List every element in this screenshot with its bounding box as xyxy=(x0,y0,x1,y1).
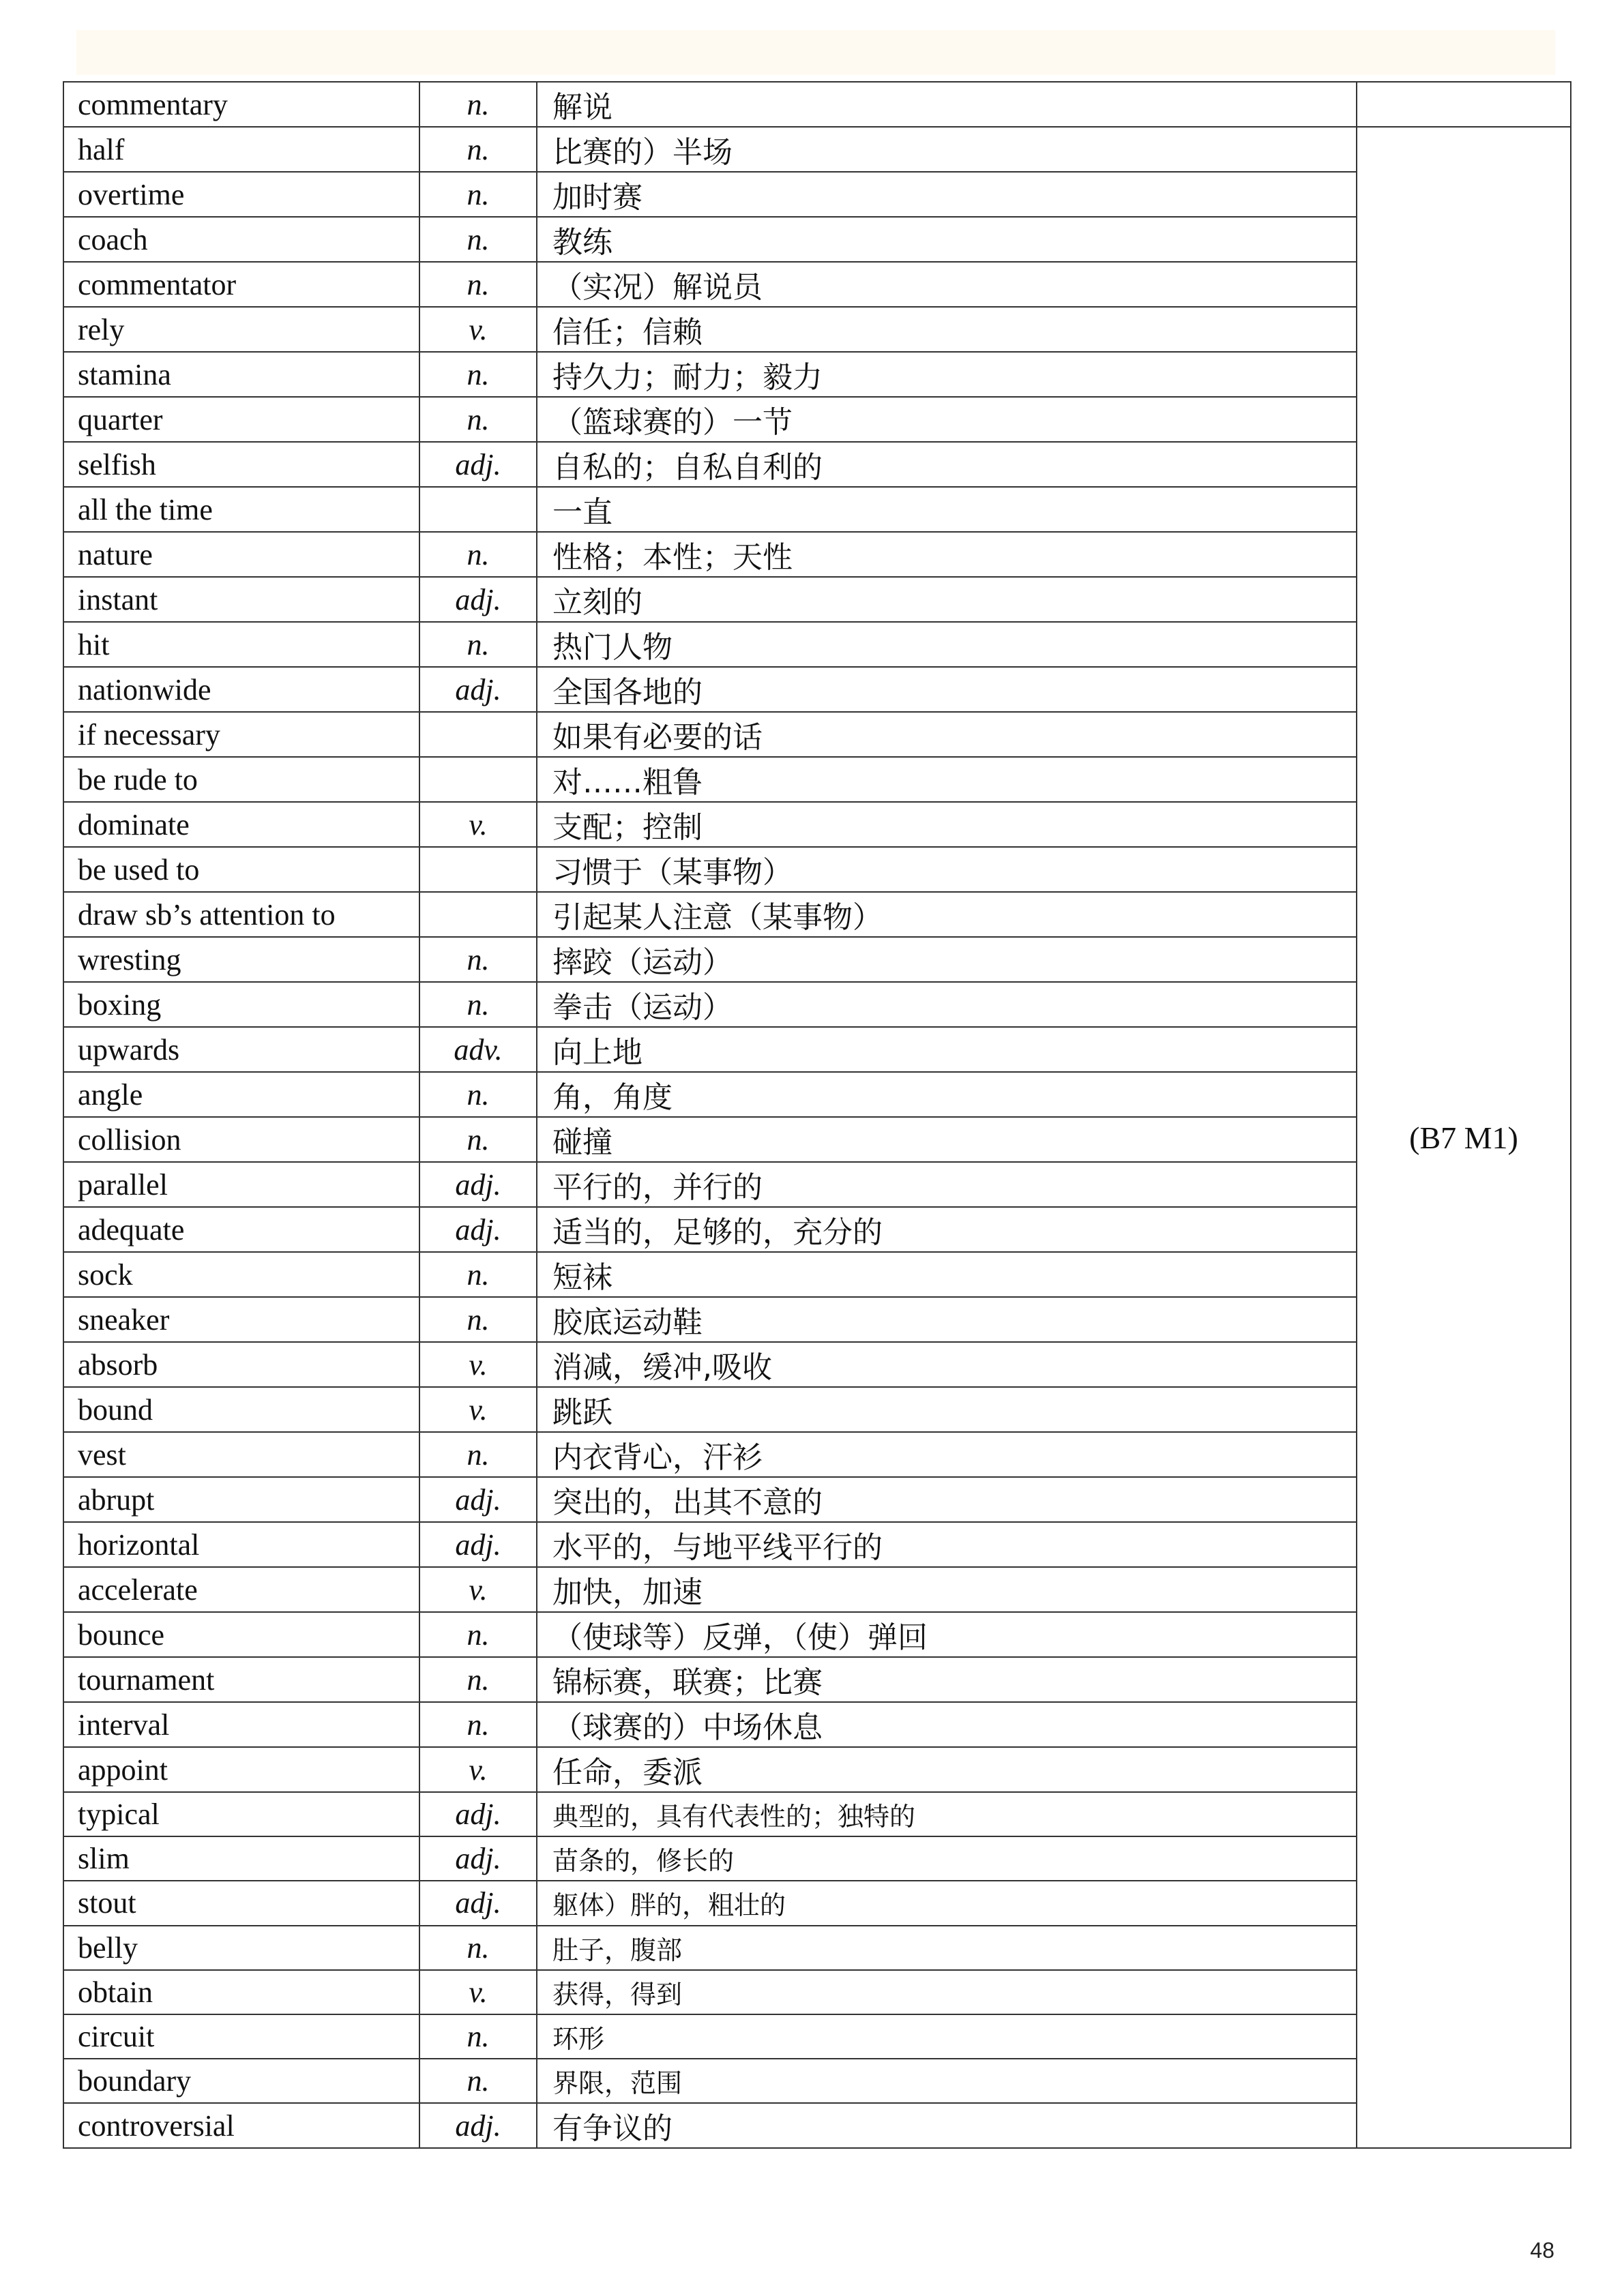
part-of-speech-cell: n. xyxy=(419,622,537,667)
unit-cell-empty xyxy=(1357,82,1571,127)
meaning-cell: 有争议的 xyxy=(537,2103,1357,2148)
table-row xyxy=(63,1792,1571,1836)
meaning-cell: 比赛的）半场 xyxy=(537,127,1357,172)
meaning-cell: 水平的，与地平线平行的 xyxy=(537,1522,1357,1567)
word-cell: commentary xyxy=(63,82,419,127)
part-of-speech-cell: n. xyxy=(419,937,537,982)
part-of-speech-cell: n. xyxy=(419,1657,537,1702)
table-row xyxy=(63,307,1571,352)
table-row xyxy=(63,1881,1571,1925)
word-cell: stout xyxy=(63,1881,419,1925)
part-of-speech-cell: n. xyxy=(419,1297,537,1342)
table-row xyxy=(63,1387,1571,1432)
part-of-speech-cell: n. xyxy=(419,2059,537,2103)
meaning-cell: （篮球赛的）一节 xyxy=(537,397,1357,442)
table-row xyxy=(63,712,1571,757)
meaning-cell: 如果有必要的话 xyxy=(537,712,1357,757)
part-of-speech-cell: n. xyxy=(419,532,537,577)
part-of-speech-cell xyxy=(419,892,537,937)
word-cell: vest xyxy=(63,1432,419,1477)
part-of-speech-cell: n. xyxy=(419,1117,537,1162)
word-cell: angle xyxy=(63,1072,419,1117)
word-cell: collision xyxy=(63,1117,419,1162)
meaning-cell: 肚子，腹部 xyxy=(537,1926,1357,1970)
meaning-cell: 持久力；耐力；毅力 xyxy=(537,352,1357,397)
meaning-cell: （球赛的）中场休息 xyxy=(537,1702,1357,1747)
word-cell: commentator xyxy=(63,262,419,307)
table-row xyxy=(63,1297,1571,1342)
part-of-speech-cell: n. xyxy=(419,1612,537,1657)
word-cell: selfish xyxy=(63,442,419,487)
table-row xyxy=(63,757,1571,802)
meaning-cell: 拳击（运动） xyxy=(537,982,1357,1027)
meaning-cell: 加时赛 xyxy=(537,172,1357,217)
vocabulary-table xyxy=(63,81,1571,2149)
word-cell: all the time xyxy=(63,487,419,532)
meaning-cell: 一直 xyxy=(537,487,1357,532)
meaning-cell: 向上地 xyxy=(537,1027,1357,1072)
table-row xyxy=(63,622,1571,667)
meaning-cell: 性格；本性；天性 xyxy=(537,532,1357,577)
meaning-cell: 引起某人注意（某事物） xyxy=(537,892,1357,937)
meaning-cell: 加快，加速 xyxy=(537,1567,1357,1612)
part-of-speech-cell: adj. xyxy=(419,667,537,712)
part-of-speech-cell: v. xyxy=(419,307,537,352)
meaning-cell: 胶底运动鞋 xyxy=(537,1297,1357,1342)
table-row xyxy=(63,127,1571,172)
word-cell: obtain xyxy=(63,1970,419,2014)
meaning-cell: 界限，范围 xyxy=(537,2059,1357,2103)
table-row xyxy=(63,262,1571,307)
table-row xyxy=(63,2103,1571,2148)
meaning-cell: 获得，得到 xyxy=(537,1970,1357,2014)
table-row xyxy=(63,487,1571,532)
word-cell: half xyxy=(63,127,419,172)
part-of-speech-cell: n. xyxy=(419,352,537,397)
meaning-cell: 自私的；自私自利的 xyxy=(537,442,1357,487)
part-of-speech-cell: n. xyxy=(419,982,537,1027)
part-of-speech-cell: adj. xyxy=(419,1162,537,1207)
vocabulary-table-body xyxy=(63,82,1571,2148)
part-of-speech-cell: adj. xyxy=(419,1792,537,1836)
meaning-cell: 平行的，并行的 xyxy=(537,1162,1357,1207)
word-cell: dominate xyxy=(63,802,419,847)
table-row xyxy=(63,577,1571,622)
meaning-cell: 支配；控制 xyxy=(537,802,1357,847)
table-row xyxy=(63,1207,1571,1252)
part-of-speech-cell: adj. xyxy=(419,577,537,622)
meaning-cell: 信任；信赖 xyxy=(537,307,1357,352)
table-row xyxy=(63,982,1571,1027)
word-cell: coach xyxy=(63,217,419,262)
part-of-speech-cell: n. xyxy=(419,397,537,442)
part-of-speech-cell: n. xyxy=(419,1432,537,1477)
meaning-cell: 适当的，足够的，充分的 xyxy=(537,1207,1357,1252)
part-of-speech-cell: v. xyxy=(419,1567,537,1612)
meaning-cell: 对……粗鲁 xyxy=(537,757,1357,802)
word-cell: instant xyxy=(63,577,419,622)
word-cell: circuit xyxy=(63,2014,419,2059)
word-cell: be rude to xyxy=(63,757,419,802)
table-row xyxy=(63,667,1571,712)
table-row xyxy=(63,1117,1571,1162)
meaning-cell: （实况）解说员 xyxy=(537,262,1357,307)
table-row xyxy=(63,82,1571,127)
table-row xyxy=(63,1747,1571,1792)
meaning-cell: 教练 xyxy=(537,217,1357,262)
part-of-speech-cell: n. xyxy=(419,1252,537,1297)
table-row xyxy=(63,2014,1571,2059)
meaning-cell: 解说 xyxy=(537,82,1357,127)
table-row xyxy=(63,937,1571,982)
table-row xyxy=(63,1522,1571,1567)
part-of-speech-cell: v. xyxy=(419,1387,537,1432)
part-of-speech-cell: adj. xyxy=(419,442,537,487)
table-row xyxy=(63,1162,1571,1207)
word-cell: rely xyxy=(63,307,419,352)
part-of-speech-cell: v. xyxy=(419,1970,537,2014)
word-cell: slim xyxy=(63,1836,419,1881)
word-cell: hit xyxy=(63,622,419,667)
part-of-speech-cell: n. xyxy=(419,127,537,172)
meaning-cell: （使球等）反弹，（使）弹回 xyxy=(537,1612,1357,1657)
table-row xyxy=(63,1836,1571,1881)
table-row xyxy=(63,1477,1571,1522)
table-row xyxy=(63,1657,1571,1702)
word-cell: appoint xyxy=(63,1747,419,1792)
part-of-speech-cell: n. xyxy=(419,82,537,127)
table-row xyxy=(63,1970,1571,2014)
part-of-speech-cell: adj. xyxy=(419,1881,537,1925)
part-of-speech-cell: n. xyxy=(419,2014,537,2059)
word-cell: horizontal xyxy=(63,1522,419,1567)
table-row xyxy=(63,532,1571,577)
meaning-cell: 立刻的 xyxy=(537,577,1357,622)
meaning-cell: 苗条的，修长的 xyxy=(537,1836,1357,1881)
part-of-speech-cell: adj. xyxy=(419,1207,537,1252)
table-row xyxy=(63,1702,1571,1747)
part-of-speech-cell: v. xyxy=(419,1747,537,1792)
part-of-speech-cell: v. xyxy=(419,802,537,847)
meaning-cell: 习惯于（某事物） xyxy=(537,847,1357,892)
word-cell: wresting xyxy=(63,937,419,982)
part-of-speech-cell: adj. xyxy=(419,2103,537,2148)
word-cell: adequate xyxy=(63,1207,419,1252)
part-of-speech-cell: v. xyxy=(419,1342,537,1387)
meaning-cell: 摔跤（运动） xyxy=(537,937,1357,982)
table-row xyxy=(63,352,1571,397)
meaning-cell: 突出的，出其不意的 xyxy=(537,1477,1357,1522)
table-row xyxy=(63,1432,1571,1477)
meaning-cell: 全国各地的 xyxy=(537,667,1357,712)
part-of-speech-cell: adj. xyxy=(419,1836,537,1881)
part-of-speech-cell xyxy=(419,757,537,802)
word-cell: accelerate xyxy=(63,1567,419,1612)
word-cell: stamina xyxy=(63,352,419,397)
meaning-cell: 躯体）胖的，粗壮的 xyxy=(537,1881,1357,1925)
part-of-speech-cell: n. xyxy=(419,262,537,307)
table-row xyxy=(63,847,1571,892)
table-row xyxy=(63,1027,1571,1072)
word-cell: nature xyxy=(63,532,419,577)
part-of-speech-cell: adv. xyxy=(419,1027,537,1072)
table-row xyxy=(63,217,1571,262)
word-cell: sneaker xyxy=(63,1297,419,1342)
table-row xyxy=(63,397,1571,442)
unit-label-cell: (B7 M1) xyxy=(1357,127,1571,2148)
word-cell: sock xyxy=(63,1252,419,1297)
meaning-cell: 环形 xyxy=(537,2014,1357,2059)
word-cell: upwards xyxy=(63,1027,419,1072)
word-cell: nationwide xyxy=(63,667,419,712)
part-of-speech-cell: n. xyxy=(419,1926,537,1970)
meaning-cell: 锦标赛，联赛；比赛 xyxy=(537,1657,1357,1702)
word-cell: overtime xyxy=(63,172,419,217)
meaning-cell: 角，角度 xyxy=(537,1072,1357,1117)
table-row xyxy=(63,892,1571,937)
part-of-speech-cell xyxy=(419,712,537,757)
table-row xyxy=(63,1072,1571,1117)
word-cell: controversial xyxy=(63,2103,419,2148)
word-cell: quarter xyxy=(63,397,419,442)
word-cell: belly xyxy=(63,1926,419,1970)
word-cell: typical xyxy=(63,1792,419,1836)
table-row xyxy=(63,1612,1571,1657)
meaning-cell: 消减，缓冲,吸收 xyxy=(537,1342,1357,1387)
meaning-cell: 碰撞 xyxy=(537,1117,1357,1162)
part-of-speech-cell xyxy=(419,487,537,532)
table-row xyxy=(63,1342,1571,1387)
part-of-speech-cell: n. xyxy=(419,1702,537,1747)
page-number: 48 xyxy=(1530,2238,1554,2263)
word-cell: abrupt xyxy=(63,1477,419,1522)
table-row xyxy=(63,1926,1571,1970)
word-cell: bound xyxy=(63,1387,419,1432)
word-cell: boundary xyxy=(63,2059,419,2103)
part-of-speech-cell: adj. xyxy=(419,1522,537,1567)
meaning-cell: 内衣背心，汗衫 xyxy=(537,1432,1357,1477)
meaning-cell: 热门人物 xyxy=(537,622,1357,667)
word-cell: parallel xyxy=(63,1162,419,1207)
table-row xyxy=(63,1567,1571,1612)
word-cell: if necessary xyxy=(63,712,419,757)
table-row xyxy=(63,2059,1571,2103)
table-row xyxy=(63,172,1571,217)
word-cell: tournament xyxy=(63,1657,419,1702)
part-of-speech-cell: n. xyxy=(419,172,537,217)
table-row xyxy=(63,1252,1571,1297)
table-row xyxy=(63,802,1571,847)
part-of-speech-cell: n. xyxy=(419,1072,537,1117)
word-cell: bounce xyxy=(63,1612,419,1657)
word-cell: draw sb’s attention to xyxy=(63,892,419,937)
part-of-speech-cell: adj. xyxy=(419,1477,537,1522)
word-cell: absorb xyxy=(63,1342,419,1387)
page-header-band xyxy=(76,30,1555,75)
part-of-speech-cell: n. xyxy=(419,217,537,262)
meaning-cell: 任命，委派 xyxy=(537,1747,1357,1792)
meaning-cell: 跳跃 xyxy=(537,1387,1357,1432)
word-cell: boxing xyxy=(63,982,419,1027)
meaning-cell: 典型的，具有代表性的；独特的 xyxy=(537,1792,1357,1836)
word-cell: interval xyxy=(63,1702,419,1747)
part-of-speech-cell xyxy=(419,847,537,892)
meaning-cell: 短袜 xyxy=(537,1252,1357,1297)
table-row xyxy=(63,442,1571,487)
word-cell: be used to xyxy=(63,847,419,892)
